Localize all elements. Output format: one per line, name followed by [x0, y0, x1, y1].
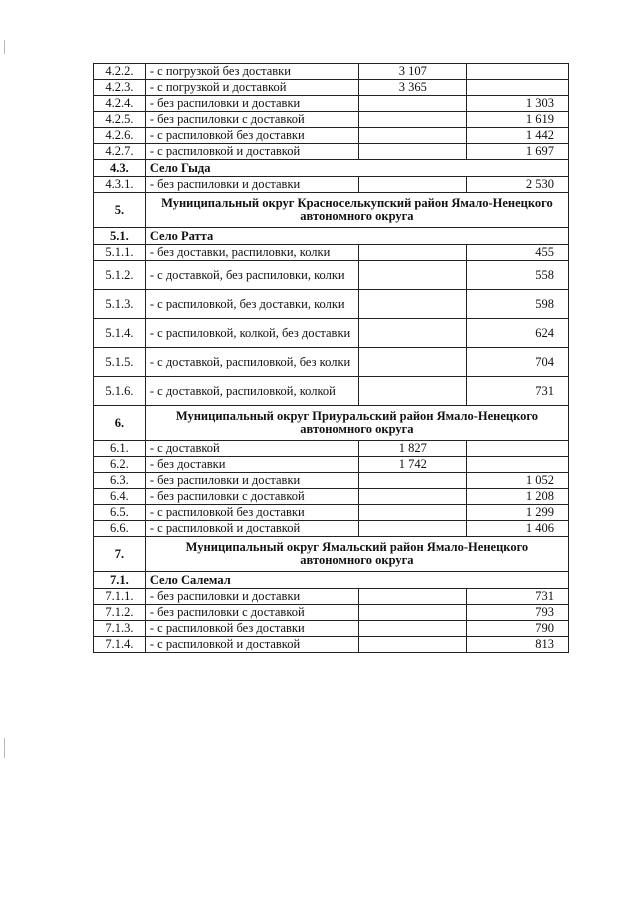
- row-number: 6.6.: [94, 521, 146, 537]
- table-row: [94, 177, 569, 193]
- price-value-2: [467, 441, 569, 457]
- price-value-1: 3 107: [359, 64, 467, 80]
- price-value-1: [359, 605, 467, 621]
- table-row: [94, 144, 569, 160]
- row-number: 5.1.: [94, 228, 146, 245]
- table-row: [94, 245, 569, 261]
- table-row: [94, 589, 569, 605]
- price-value-2: 1 442: [467, 128, 569, 144]
- price-value-2: [467, 457, 569, 473]
- table-row: [94, 64, 569, 80]
- price-value-2: 558: [467, 261, 569, 290]
- price-value-1: [359, 377, 467, 406]
- table-row: [94, 290, 569, 319]
- table-row: [94, 261, 569, 290]
- row-description: - с распиловкой без доставки: [145, 505, 359, 521]
- row-number: 4.2.5.: [94, 112, 146, 128]
- row-description: - с доставкой, распиловкой, колкой: [145, 377, 359, 406]
- price-value-1: [359, 96, 467, 112]
- row-number: 6.2.: [94, 457, 146, 473]
- table-row: [94, 605, 569, 621]
- price-value-1: 3 365: [359, 80, 467, 96]
- scan-artifact: [4, 40, 5, 54]
- row-description: - без распиловки и доставки: [145, 96, 359, 112]
- settlement-title: Село Гыда: [145, 160, 568, 177]
- row-description: - с погрузкой без доставки: [145, 64, 359, 80]
- row-number: 4.3.: [94, 160, 146, 177]
- price-value-1: [359, 112, 467, 128]
- table-row: [94, 319, 569, 348]
- row-number: 6.5.: [94, 505, 146, 521]
- table-row: [94, 505, 569, 521]
- table-row: [94, 80, 569, 96]
- settlement-row: [94, 228, 569, 245]
- scan-artifact: [4, 738, 5, 758]
- row-description: - с распиловкой, без доставки, колки: [145, 290, 359, 319]
- row-number: 6.4.: [94, 489, 146, 505]
- price-value-1: [359, 489, 467, 505]
- row-number: 5.1.4.: [94, 319, 146, 348]
- row-number: 5.1.6.: [94, 377, 146, 406]
- row-number: 7.: [94, 537, 146, 572]
- price-value-1: 1 827: [359, 441, 467, 457]
- price-value-1: [359, 637, 467, 653]
- section-row: [94, 193, 569, 228]
- price-value-1: [359, 144, 467, 160]
- table-row: [94, 489, 569, 505]
- row-number: 7.1.4.: [94, 637, 146, 653]
- table-row: [94, 377, 569, 406]
- row-description: - с распиловкой и доставкой: [145, 521, 359, 537]
- price-value-2: [467, 80, 569, 96]
- row-description: - с погрузкой и доставкой: [145, 80, 359, 96]
- row-number: 6.3.: [94, 473, 146, 489]
- price-value-2: 1 208: [467, 489, 569, 505]
- price-value-2: 1 619: [467, 112, 569, 128]
- row-number: 7.1.: [94, 572, 146, 589]
- price-value-1: 1 742: [359, 457, 467, 473]
- price-value-2: 731: [467, 377, 569, 406]
- price-value-1: [359, 245, 467, 261]
- row-number: 4.2.2.: [94, 64, 146, 80]
- row-description: - с распиловкой и доставкой: [145, 144, 359, 160]
- row-number: 5.1.5.: [94, 348, 146, 377]
- section-title: Муниципальный округ Красноселькупский район Ямало-Ненецкого автономного округа: [145, 193, 568, 228]
- table-row: [94, 457, 569, 473]
- row-number: 7.1.1.: [94, 589, 146, 605]
- row-description: - с распиловкой без доставки: [145, 621, 359, 637]
- row-number: 5.1.3.: [94, 290, 146, 319]
- settlement-title: Село Салемал: [145, 572, 568, 589]
- price-value-1: [359, 505, 467, 521]
- table-row: [94, 637, 569, 653]
- row-description: - без распиловки и доставки: [145, 177, 359, 193]
- price-value-2: 790: [467, 621, 569, 637]
- row-description: - без распиловки с доставкой: [145, 605, 359, 621]
- price-value-2: 624: [467, 319, 569, 348]
- price-value-1: [359, 589, 467, 605]
- row-number: 6.1.: [94, 441, 146, 457]
- row-number: 4.2.4.: [94, 96, 146, 112]
- section-row: [94, 406, 569, 441]
- price-value-2: 1 406: [467, 521, 569, 537]
- row-number: 7.1.3.: [94, 621, 146, 637]
- price-value-1: [359, 621, 467, 637]
- row-description: - без распиловки с доставкой: [145, 112, 359, 128]
- section-title: Муниципальный округ Ямальский район Ямало-Ненецкого автономного округа: [145, 537, 568, 572]
- row-number: 5.: [94, 193, 146, 228]
- price-value-2: 1 299: [467, 505, 569, 521]
- price-value-2: 2 530: [467, 177, 569, 193]
- settlement-row: [94, 572, 569, 589]
- row-description: - без распиловки и доставки: [145, 473, 359, 489]
- price-value-1: [359, 261, 467, 290]
- row-description: - с доставкой, распиловкой, без колки: [145, 348, 359, 377]
- row-number: 5.1.1.: [94, 245, 146, 261]
- price-value-1: [359, 348, 467, 377]
- section-row: [94, 537, 569, 572]
- row-description: - с доставкой, без распиловки, колки: [145, 261, 359, 290]
- row-description: - без доставки, распиловки, колки: [145, 245, 359, 261]
- price-value-1: [359, 177, 467, 193]
- row-description: - с распиловкой, колкой, без доставки: [145, 319, 359, 348]
- row-description: - с доставкой: [145, 441, 359, 457]
- row-description: - без распиловки и доставки: [145, 589, 359, 605]
- table-row: [94, 348, 569, 377]
- table-row: [94, 521, 569, 537]
- settlement-row: [94, 160, 569, 177]
- row-number: 5.1.2.: [94, 261, 146, 290]
- price-value-2: 731: [467, 589, 569, 605]
- row-description: - без доставки: [145, 457, 359, 473]
- table-row: [94, 128, 569, 144]
- table-row: [94, 112, 569, 128]
- price-value-2: [467, 64, 569, 80]
- row-number: 4.3.1.: [94, 177, 146, 193]
- table-row: [94, 96, 569, 112]
- settlement-title: Село Ратта: [145, 228, 568, 245]
- price-value-2: 793: [467, 605, 569, 621]
- row-description: - с распиловкой и доставкой: [145, 637, 359, 653]
- price-value-2: 813: [467, 637, 569, 653]
- row-number: 6.: [94, 406, 146, 441]
- table-row: [94, 473, 569, 489]
- table-row: [94, 441, 569, 457]
- price-value-1: [359, 319, 467, 348]
- row-number: 4.2.6.: [94, 128, 146, 144]
- price-table: [93, 63, 569, 653]
- price-value-1: [359, 473, 467, 489]
- price-value-2: 1 052: [467, 473, 569, 489]
- section-title: Муниципальный округ Приуральский район Ямало-Ненецкого автономного округа: [145, 406, 568, 441]
- row-description: - с распиловкой без доставки: [145, 128, 359, 144]
- row-number: 4.2.3.: [94, 80, 146, 96]
- price-value-2: 704: [467, 348, 569, 377]
- price-value-1: [359, 128, 467, 144]
- price-value-2: 598: [467, 290, 569, 319]
- row-number: 7.1.2.: [94, 605, 146, 621]
- row-number: 4.2.7.: [94, 144, 146, 160]
- price-value-1: [359, 521, 467, 537]
- price-value-2: 455: [467, 245, 569, 261]
- table-row: [94, 621, 569, 637]
- price-value-2: 1 303: [467, 96, 569, 112]
- price-value-2: 1 697: [467, 144, 569, 160]
- price-value-1: [359, 290, 467, 319]
- price-table-body: [94, 64, 569, 653]
- row-description: - без распиловки с доставкой: [145, 489, 359, 505]
